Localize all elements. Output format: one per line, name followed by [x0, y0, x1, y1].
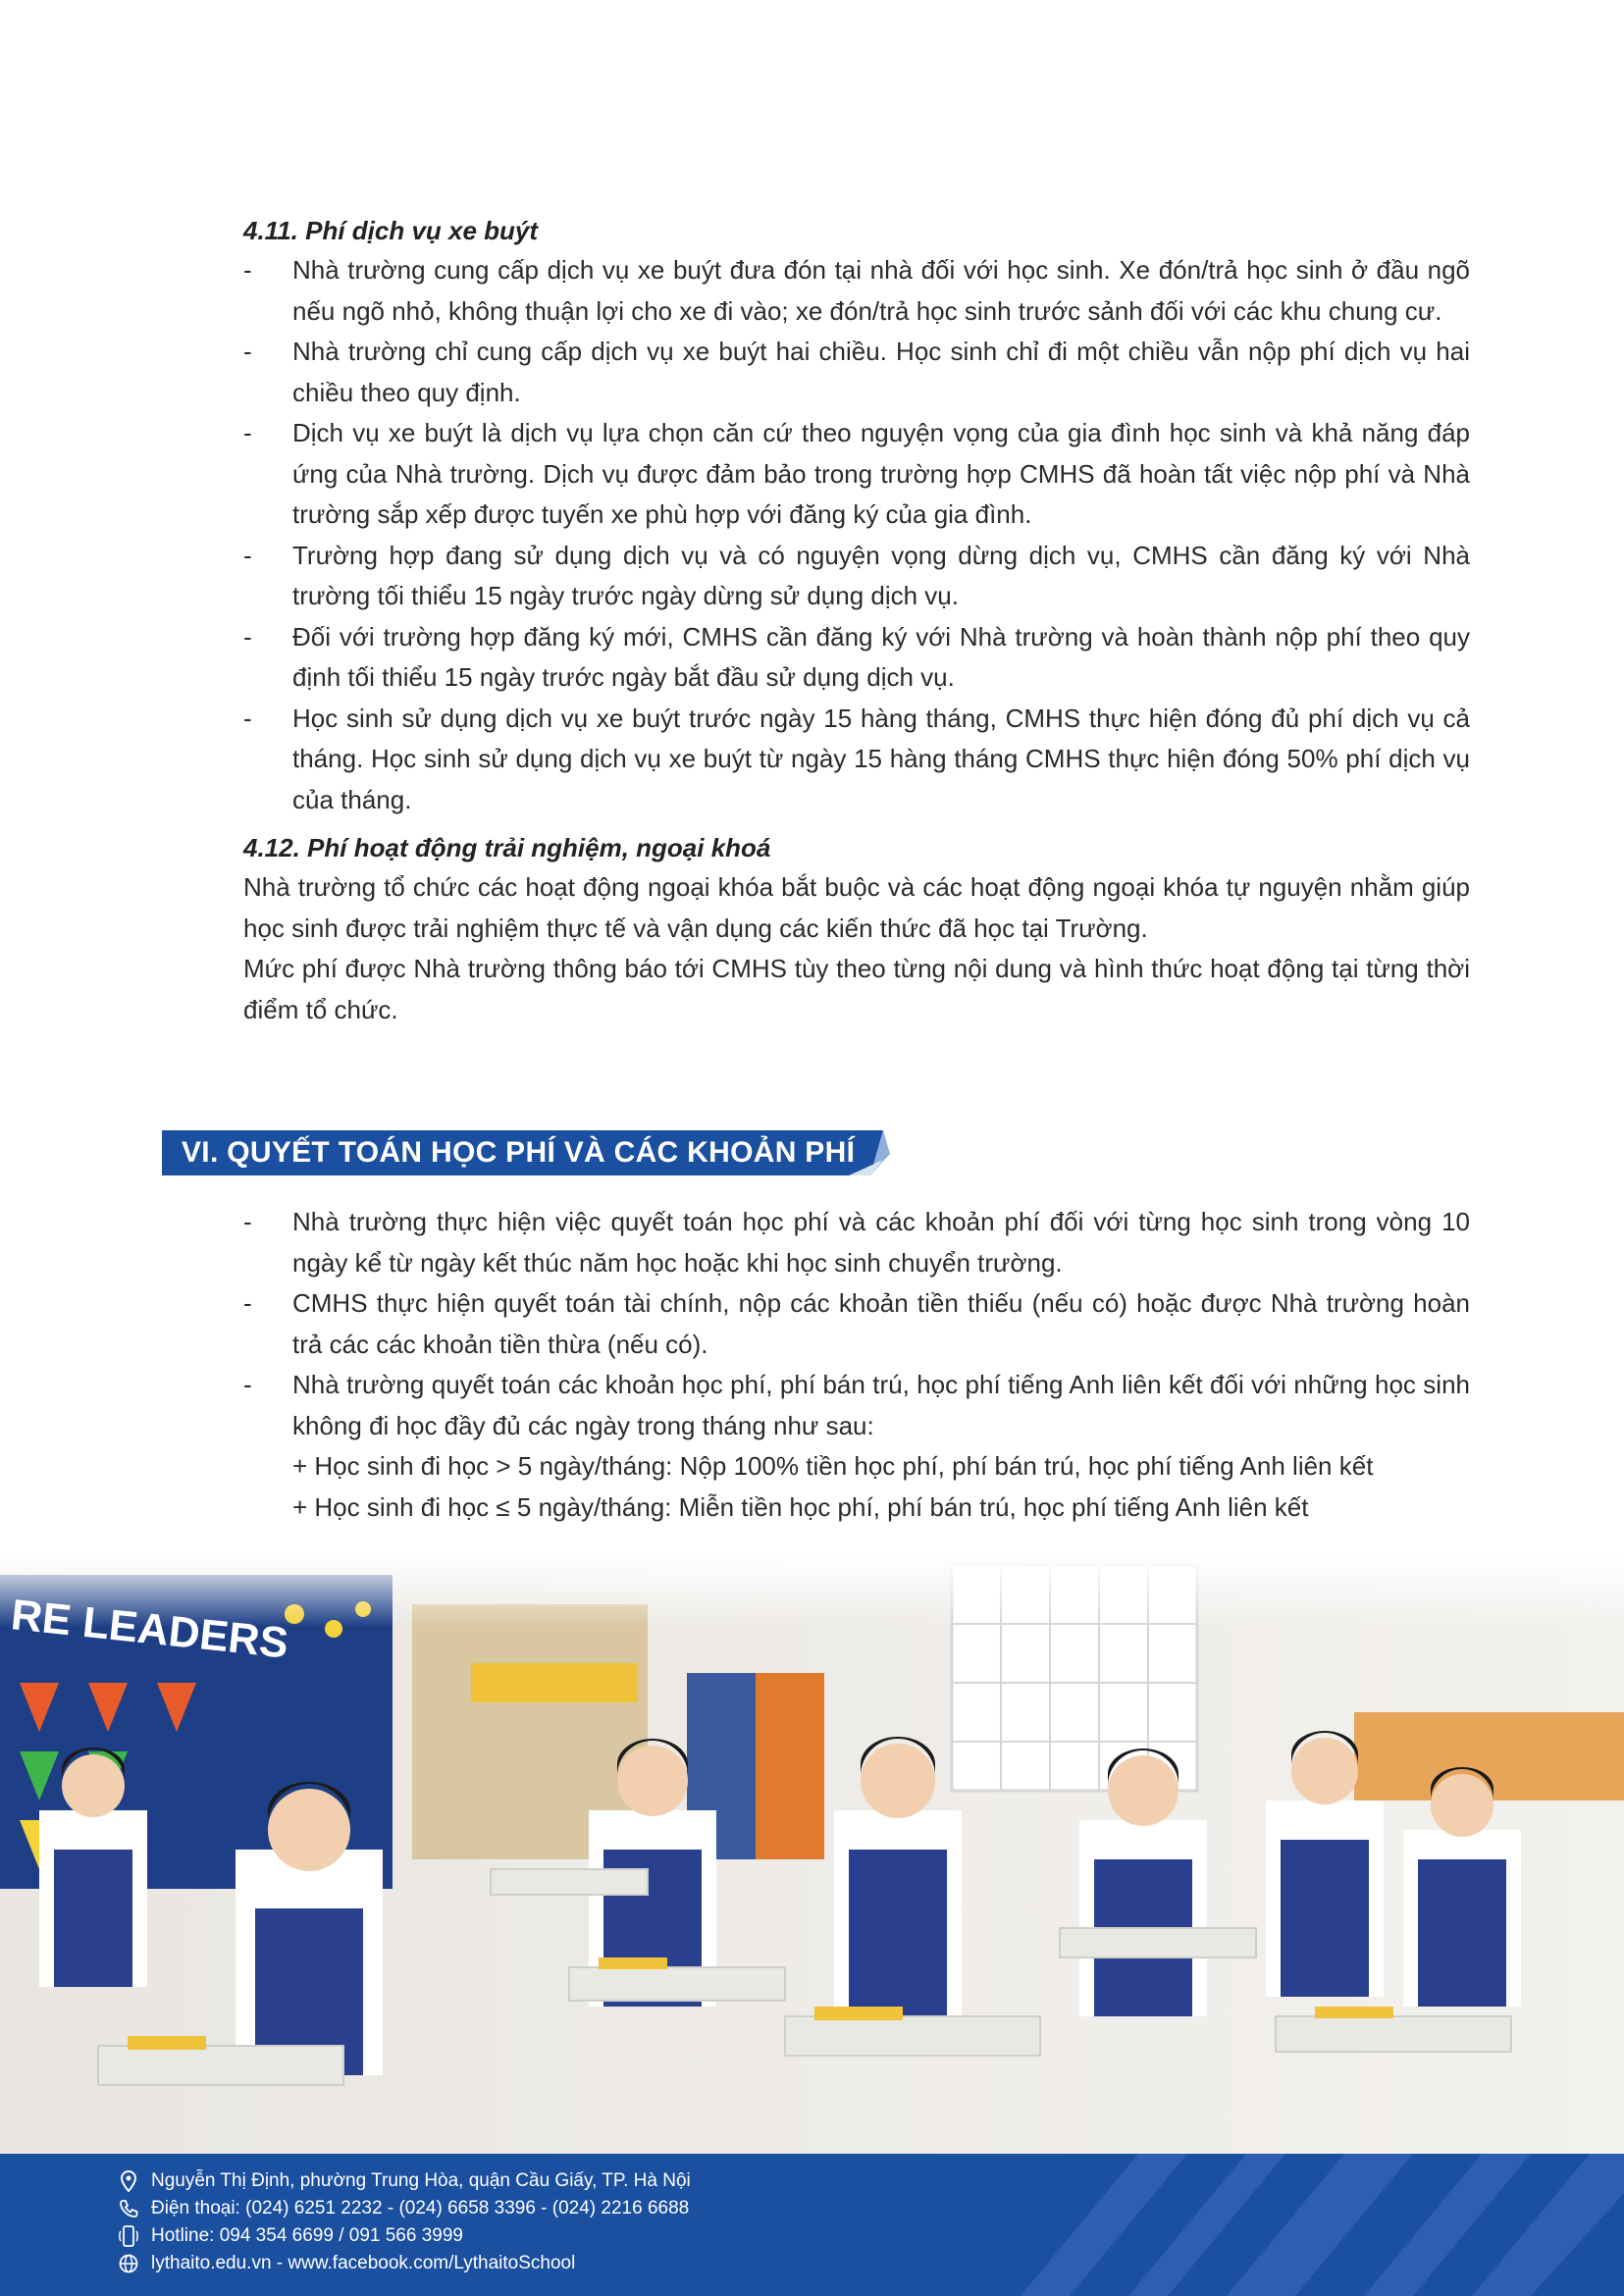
list-item-text: Học sinh sử dụng dịch vụ xe buýt trước ngày 15 hàng tháng, CMHS thực hiện đóng đủ phí dịch vụ cả tháng. Học sinh sử dụng dịch vụ xe buýt từ ngày 15 hàng tháng CMHS thực hiện đóng 50% phí dịch vụ của tháng. [292, 703, 1470, 814]
list-item-text: Nhà trường cung cấp dịch vụ xe buýt đưa đón tại nhà đối với học sinh. Xe đón/trả học sinh ở đầu ngõ nếu ngõ nhỏ, không thuận lợi cho xe đi vào; xe đón/trả học sinh trước sảnh đối với các khu chung cư. [292, 255, 1470, 326]
list-item [243, 1283, 1470, 1365]
section-vi-title: VI. QUYẾT TOÁN HỌC PHÍ VÀ CÁC KHOẢN PHÍ [182, 1136, 856, 1169]
footer-phone [118, 2195, 691, 2222]
dash-bullet: - [243, 621, 252, 652]
list-item [243, 413, 1470, 536]
section-vi-content [243, 1202, 1470, 1528]
list-item-text: Trường hợp đang sử dụng dịch vụ và có nguyện vọng dừng dịch vụ, CMHS cần đăng ký với Nhà trường tối thiểu 15 ngày trước ngày dừng sử dụng dịch vụ. [292, 540, 1470, 610]
dash-bullet: - [243, 540, 252, 570]
list-item [243, 1365, 1470, 1446]
phone-icon [118, 2198, 139, 2219]
globe-icon [118, 2253, 139, 2274]
classroom-illustration [0, 1555, 1624, 2154]
footer-hotline [118, 2222, 691, 2250]
dash-bullet: - [243, 418, 252, 447]
dash-bullet: - [243, 337, 252, 366]
section-4-11-heading: 4.11. Phí dịch vụ xe buýt [243, 216, 539, 245]
section-4-12-paragraph: Nhà trường tổ chức các hoạt động ngoại khóa bắt buộc và các hoạt động ngoại khóa tự nguyện nhằm giúp học sinh được trải nghiệm thực tế và vận dụng các kiến thức đã học tại Trường. [243, 872, 1470, 943]
hotline-text: Hotline: 094 354 6699 / 091 566 3999 [151, 2225, 463, 2246]
classroom-photo [0, 1555, 1624, 2154]
footer-web [118, 2250, 691, 2277]
list-item-text: CMHS thực hiện quyết toán tài chính, nộp các khoản tiền thiếu (nếu có) hoặc được Nhà trường hoàn trả các các khoản tiền thừa (nếu có). [292, 1288, 1470, 1359]
dash-bullet: - [243, 255, 252, 285]
sub-item: + Học sinh đi học > 5 ngày/tháng: Nộp 100% tiền học phí, phí bán trú, học phí tiếng Anh liên kết [292, 1451, 1374, 1481]
list-item-text: Nhà trường quyết toán các khoản học phí, phí bán trú, học phí tiếng Anh liên kết đối với những học sinh không đi học đầy đủ các ngày trong tháng như sau: [292, 1370, 1470, 1440]
bus-fee-list [243, 250, 1470, 820]
list-item [243, 332, 1470, 413]
list-item-text: Đối với trường hợp đăng ký mới, CMHS cần đăng ký với Nhà trường và hoàn thành nộp phí theo quy định tối thiểu 15 ngày trước ngày bắt đầu sử dụng dịch vụ. [292, 621, 1470, 692]
list-item [243, 617, 1470, 699]
settlement-list [243, 1202, 1470, 1446]
section-4-12-heading: 4.12. Phí hoạt động trải nghiệm, ngoại khoá [243, 833, 771, 862]
location-pin-icon [118, 2170, 139, 2192]
website-text[interactable]: lythaito.edu.vn - www.facebook.com/LythaitoSchool [151, 2253, 576, 2273]
dash-bullet: - [243, 1370, 252, 1399]
footer [0, 2154, 1624, 2296]
dash-bullet: - [243, 703, 252, 733]
list-item-text: Nhà trường thực hiện việc quyết toán học phí và các khoản phí đối với từng học sinh trong vòng 10 ngày kể từ ngày kết thúc năm học hoặc khi học sinh chuyển trường. [292, 1207, 1470, 1278]
section-vi-banner [162, 1130, 888, 1175]
footer-address [118, 2167, 691, 2195]
phone-text: Điện thoại: (024) 6251 2232 - (024) 6658 3396 - (024) 2216 6688 [151, 2198, 690, 2218]
list-item [243, 250, 1470, 332]
list-item [243, 1202, 1470, 1283]
dash-bullet: - [243, 1207, 252, 1236]
mobile-phone-icon [118, 2225, 139, 2247]
list-item-text: Dịch vụ xe buýt là dịch vụ lựa chọn căn cứ theo nguyện vọng của gia đình học sinh và khả năng đáp ứng của Nhà trường. Dịch vụ được đảm bảo trong trường hợp CMHS đã hoàn tất việc nộp phí và Nhà trường sắp xếp được tuyến xe phù hợp với đăng ký của gia đình. [292, 418, 1470, 529]
dash-bullet: - [243, 1288, 252, 1318]
section-4-12-paragraph: Mức phí được Nhà trường thông báo tới CMHS tùy theo từng nội dung và hình thức hoạt động tại từng thời điểm tổ chức. [243, 954, 1470, 1024]
address-text: Nguyễn Thị Định, phường Trung Hòa, quận Cầu Giấy, TP. Hà Nội [151, 2170, 691, 2191]
list-item-text: Nhà trường chỉ cung cấp dịch vụ xe buýt hai chiều. Học sinh chỉ đi một chiều vẫn nộp phí dịch vụ hai chiều theo quy định. [292, 337, 1470, 407]
list-item [243, 536, 1470, 617]
sub-item: + Học sinh đi học ≤ 5 ngày/tháng: Miễn tiền học phí, phí bán trú, học phí tiếng Anh liên kết [292, 1491, 1309, 1522]
main-content [243, 211, 1470, 1030]
list-item [243, 699, 1470, 821]
